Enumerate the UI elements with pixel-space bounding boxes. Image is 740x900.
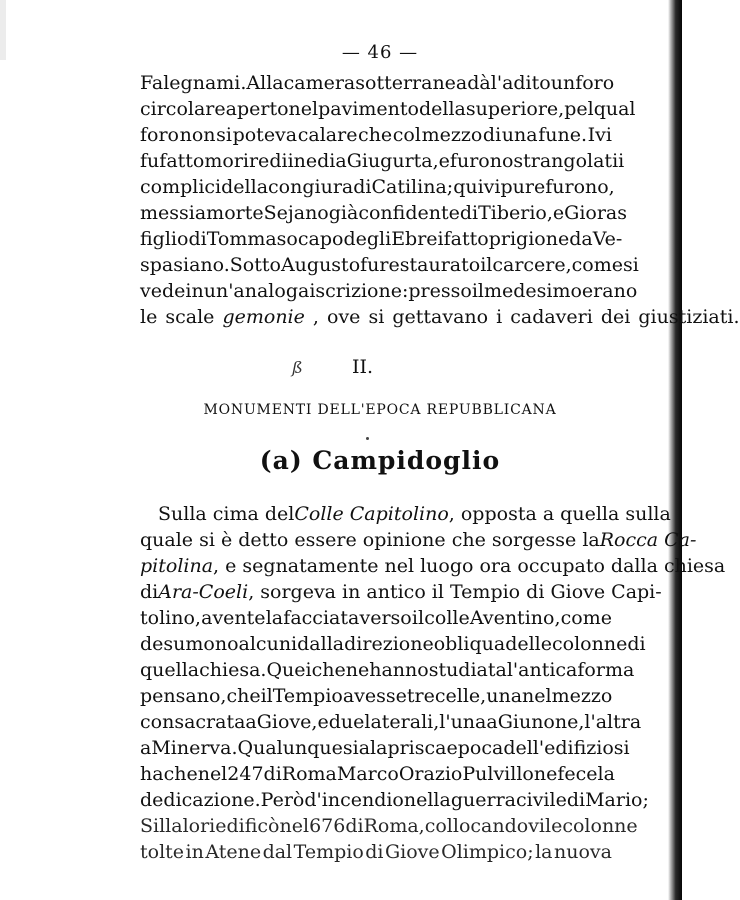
word: dal — [262, 841, 293, 863]
word: Augusto — [280, 254, 361, 276]
subsection-title: (a) Campidoglio — [259, 446, 501, 475]
body-line — [140, 683, 612, 709]
word: vede — [140, 280, 186, 302]
body-line — [140, 96, 636, 122]
word: degli — [343, 228, 392, 250]
word: pavimento — [318, 98, 419, 120]
word: una — [501, 124, 538, 146]
word: Gioras — [564, 202, 627, 224]
section-title: MONUMENTI DELL'EPOCA REPUBBLICANA — [203, 402, 557, 418]
word: Però — [260, 789, 305, 811]
word: Atene — [205, 841, 262, 863]
word: Giunone, — [497, 711, 585, 733]
word: fu — [140, 150, 160, 172]
text-segment: , ove si gettavano i cadaveri dei giustiziati. — [312, 306, 740, 328]
word: il — [411, 607, 425, 629]
word: Tommaso — [206, 228, 298, 250]
word: in — [185, 280, 204, 302]
word: d'incendio — [304, 789, 404, 811]
word: inedia — [287, 150, 347, 172]
word: di — [188, 228, 207, 250]
word: chiesa. — [199, 659, 267, 681]
body-line — [140, 226, 623, 252]
word: guerra — [450, 789, 516, 811]
word: civile — [515, 789, 567, 811]
italic-term: Ara-Coeli — [158, 581, 249, 603]
word: Qualunque — [237, 737, 343, 759]
word: di — [269, 150, 288, 172]
word: Ivi — [587, 124, 612, 146]
word: di — [627, 633, 646, 655]
word: si — [613, 737, 630, 759]
word: Orazio — [398, 763, 463, 785]
word: pel — [564, 98, 594, 120]
word: fatto — [443, 228, 489, 250]
body-line — [140, 657, 635, 683]
word: col — [392, 124, 421, 146]
word: Tempio — [272, 685, 343, 707]
italic-term: pitolina — [140, 555, 214, 577]
word: ne — [533, 763, 558, 785]
word: fu — [360, 254, 380, 276]
word: Giove, — [256, 711, 318, 733]
word: confidente — [358, 202, 460, 224]
word: la — [597, 763, 615, 785]
word: morire — [204, 150, 270, 172]
word: direzione — [344, 633, 434, 655]
word: nuova — [553, 841, 612, 863]
body-line — [140, 252, 639, 278]
word: forma — [577, 659, 635, 681]
text-segment: , e segnatamente nel luogo ora occupato dalla chiesa — [213, 555, 726, 577]
word: di — [263, 763, 282, 785]
word: Catilina; — [371, 176, 454, 198]
word: prisca — [387, 737, 447, 759]
text-segment: di — [140, 581, 159, 603]
word: il — [260, 685, 273, 707]
word: i — [618, 150, 625, 172]
word: circolare — [140, 98, 226, 120]
word: ne — [345, 659, 370, 681]
page-edge-shadow-top-left — [0, 0, 6, 60]
body-line — [140, 839, 612, 865]
word: alcuni — [238, 633, 298, 655]
word: dà — [467, 72, 491, 94]
word: fece — [557, 763, 598, 785]
word: di — [459, 202, 479, 224]
word: delle — [505, 633, 552, 655]
word: la — [535, 841, 553, 863]
word: Roma, — [363, 815, 425, 837]
word: di — [566, 789, 586, 811]
word: due — [328, 711, 365, 733]
word: presso — [408, 280, 472, 302]
word: 676 — [309, 815, 346, 837]
word: carcere, — [492, 254, 572, 276]
word: a — [486, 711, 498, 733]
body-line — [140, 148, 625, 174]
word: aperto — [225, 98, 289, 120]
word: quivi — [453, 176, 501, 198]
word: congiura — [268, 176, 354, 198]
word: lo — [182, 815, 201, 837]
word: hanno — [369, 659, 429, 681]
word: che — [358, 124, 393, 146]
word: iscrizione: — [309, 280, 409, 302]
body-line — [140, 579, 662, 605]
body-line — [140, 527, 697, 553]
word: foro — [140, 124, 179, 146]
word: la — [370, 737, 388, 759]
word: studiata — [428, 659, 507, 681]
word: colonne — [562, 815, 638, 837]
word: tolte — [140, 841, 185, 863]
word: figlio — [140, 228, 189, 250]
word: morte — [206, 202, 264, 224]
word: capo — [297, 228, 344, 250]
word: obliqua — [433, 633, 506, 655]
body-line — [140, 761, 615, 787]
body-line — [140, 631, 646, 657]
word: furono, — [545, 176, 615, 198]
word: della — [418, 98, 466, 120]
word: che — [311, 659, 346, 681]
word: calare — [297, 124, 358, 146]
word: l'adito — [490, 72, 551, 94]
italic-term: Colle Capitolino — [294, 503, 449, 525]
word: l'altra — [584, 711, 642, 733]
italic-term: Rocca Ca- — [599, 529, 697, 551]
body-line — [140, 813, 638, 839]
ink-dot — [366, 437, 369, 440]
word: qual — [593, 98, 636, 120]
word: e — [438, 150, 450, 172]
word: Tempio — [293, 841, 364, 863]
word: già — [328, 202, 359, 224]
body-line — [140, 174, 615, 200]
word: Giove — [384, 841, 440, 863]
word: un — [550, 72, 576, 94]
word: fatto — [159, 150, 205, 172]
word: strangolati — [513, 150, 619, 172]
word: che — [163, 763, 198, 785]
word: Sotto — [229, 254, 281, 276]
word: Mario; — [585, 789, 649, 811]
word: le — [545, 815, 563, 837]
word: a — [140, 737, 152, 759]
word: mezzo — [551, 685, 613, 707]
word: erano — [581, 280, 638, 302]
word: a — [194, 202, 207, 224]
word: riedificò — [200, 815, 280, 837]
word: e — [317, 711, 329, 733]
body-line — [140, 70, 615, 96]
text-segment: Sulla cima del — [158, 503, 295, 525]
word: si — [623, 254, 639, 276]
word: nella — [403, 789, 451, 811]
page-edge-shadow-right — [668, 0, 682, 900]
word: spasiano. — [140, 254, 230, 276]
word: di — [365, 841, 384, 863]
word: l'antica — [506, 659, 578, 681]
word: come — [571, 254, 623, 276]
word: consacrata — [140, 711, 246, 733]
word: mezzo — [421, 124, 483, 146]
word: verso — [359, 607, 412, 629]
word: collocandovi — [424, 815, 546, 837]
body-line — [140, 605, 612, 631]
word: sia — [342, 737, 371, 759]
word: Giugurta, — [346, 150, 439, 172]
word: sotterranea — [355, 72, 468, 94]
word: a — [245, 711, 257, 733]
word: la — [265, 607, 284, 629]
word: Sejano — [263, 202, 329, 224]
word: non — [179, 124, 216, 146]
word: foro — [575, 72, 615, 94]
italic-term: gemonie — [222, 306, 305, 328]
body-line — [140, 200, 627, 226]
word: quella — [140, 659, 200, 681]
word: Aventino, — [469, 607, 561, 629]
text-segment: , sorgeva in antico il Tempio di Giove Capi- — [248, 581, 662, 603]
word: l'una — [439, 711, 487, 733]
word: un'analoga — [203, 280, 310, 302]
word: Minerva. — [151, 737, 238, 759]
word: Tiberio, — [478, 202, 553, 224]
word: da — [569, 228, 593, 250]
word: Pulvillo — [462, 763, 534, 785]
word: dell'edifizio — [503, 737, 614, 759]
word: 247 — [227, 763, 264, 785]
word: tre — [406, 685, 435, 707]
word: prigione — [488, 228, 570, 250]
word: epoca — [446, 737, 504, 759]
word: dalla — [297, 633, 345, 655]
word: si — [216, 124, 232, 146]
word: dedicazione. — [140, 789, 261, 811]
body-line-first — [158, 501, 671, 527]
word: complici — [140, 176, 222, 198]
word: il — [480, 254, 493, 276]
word: restaurato — [379, 254, 481, 276]
word: avesse — [342, 685, 407, 707]
word: colle — [424, 607, 470, 629]
word: Ebrei — [391, 228, 444, 250]
body-line — [140, 278, 638, 304]
word: Marco — [336, 763, 399, 785]
word: tolino, — [140, 607, 201, 629]
section-number: II. — [352, 356, 374, 378]
word: nel — [522, 685, 552, 707]
word: poteva — [232, 124, 298, 146]
word: nel — [197, 763, 228, 785]
word: nel — [279, 815, 310, 837]
body-line — [140, 553, 726, 579]
word: Silla — [140, 815, 183, 837]
word: Roma — [281, 763, 337, 785]
word: messi — [140, 202, 195, 224]
word: avente — [201, 607, 266, 629]
word: superiore, — [465, 98, 565, 120]
word: pure — [500, 176, 546, 198]
body-line — [140, 122, 612, 148]
word: celle, — [434, 685, 487, 707]
word: fune. — [538, 124, 587, 146]
word: di — [482, 124, 502, 146]
word: colonne — [552, 633, 628, 655]
word: furono — [449, 150, 514, 172]
word: Olimpico; — [441, 841, 534, 863]
word: pensano, — [140, 685, 227, 707]
word: Ve- — [592, 228, 623, 250]
page-number: — 46 — — [341, 42, 419, 63]
word: medesimo — [483, 280, 582, 302]
word: Quei — [266, 659, 312, 681]
word: come — [560, 607, 612, 629]
word: facciata — [283, 607, 360, 629]
word: che — [226, 685, 261, 707]
text-segment: quale si è detto essere opinione che sorgesse la — [140, 529, 600, 551]
word: di — [345, 815, 364, 837]
word: in — [185, 841, 204, 863]
word: di — [353, 176, 372, 198]
word: desumono — [140, 633, 239, 655]
word: e — [552, 202, 565, 224]
word: nel — [288, 98, 319, 120]
body-line-last — [140, 304, 740, 330]
word: una — [486, 685, 523, 707]
section-marker-glyph: ß — [292, 358, 303, 377]
word: Alla — [246, 72, 284, 94]
body-line — [140, 709, 642, 735]
text-segment: , opposta a quella sulla — [448, 503, 671, 525]
body-line — [140, 735, 630, 761]
word: Falegnami. — [140, 72, 247, 94]
text-segment: le scale — [140, 306, 223, 328]
word: il — [471, 280, 484, 302]
word: ha — [140, 763, 164, 785]
word: della — [221, 176, 269, 198]
word: laterali, — [364, 711, 440, 733]
word: camera — [283, 72, 356, 94]
body-line — [140, 787, 649, 813]
